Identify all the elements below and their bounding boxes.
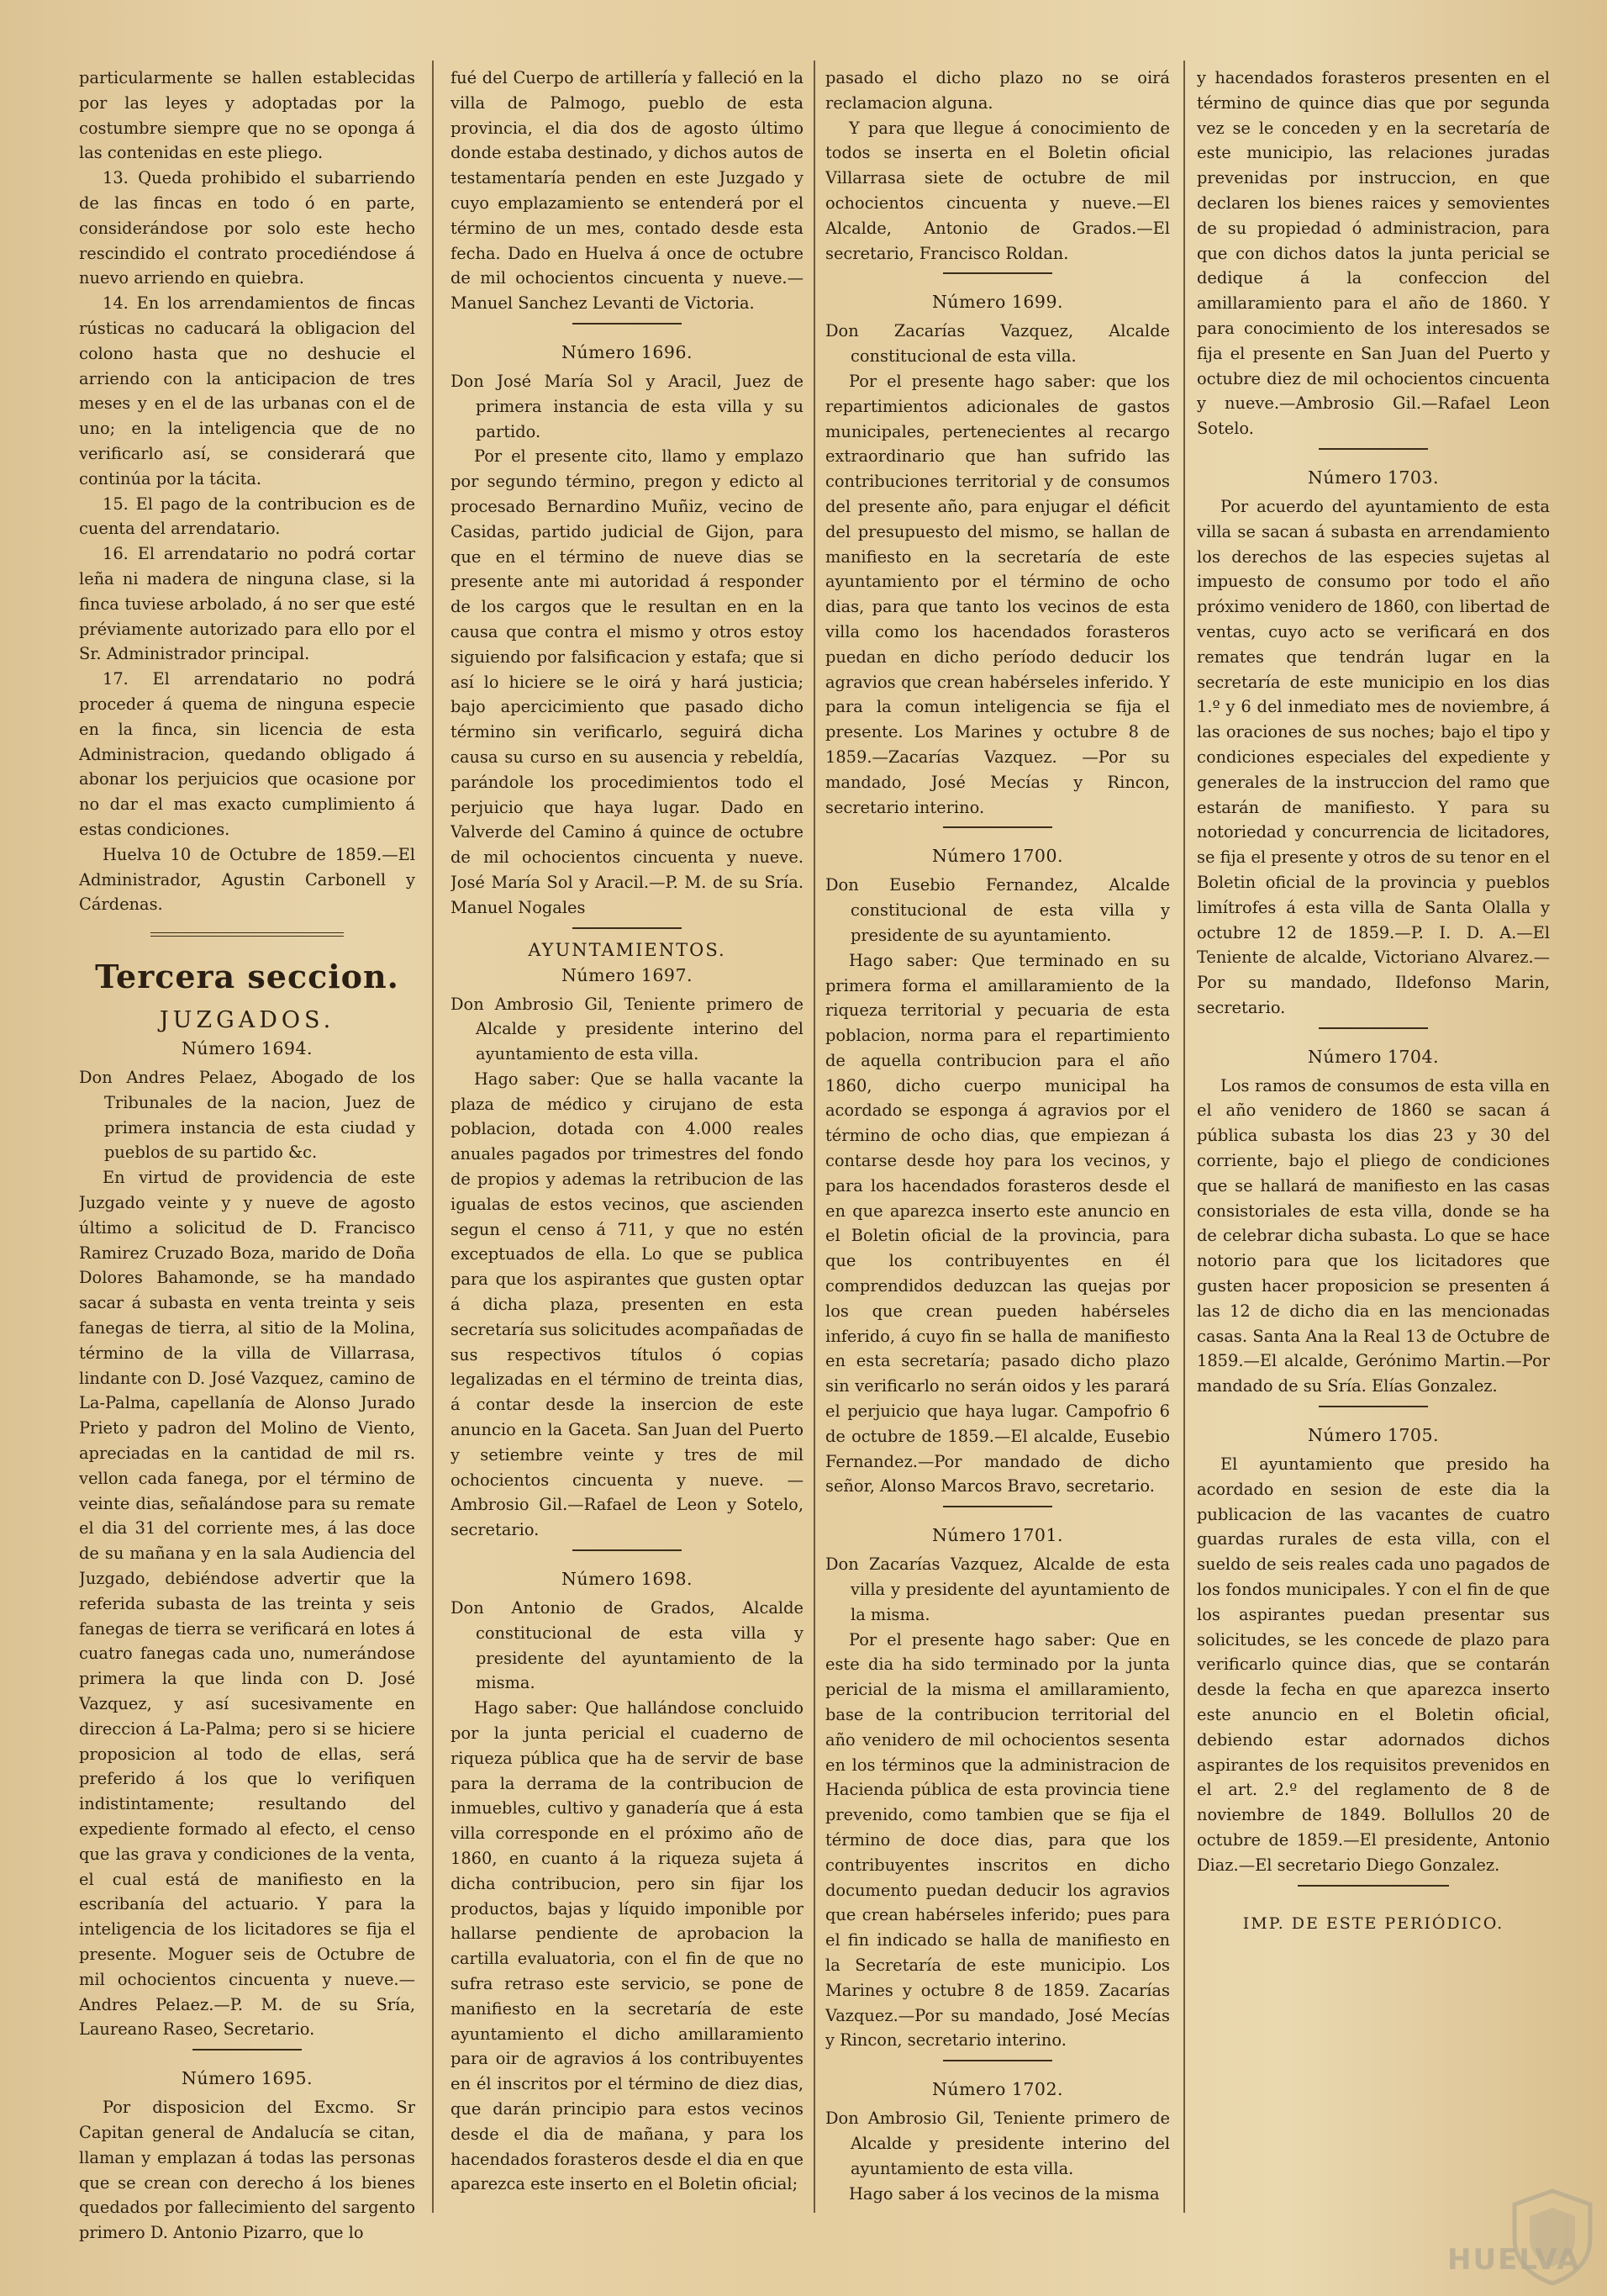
paragraph: Hago saber: Que terminado en su primera forma el amillaramiento de la riqueza territorial y pecuaria de esta poblacion, norma para el repartimiento de aquella contribucion para el año 1860, dicho cuerpo municipal ha acordado se esponga á agravios por el término de ocho dias, que empiezan á contarse desde hoy para los vecinos, y para los hacendados forasteros desde el en que aparezca inserto este anuncio en el Boletin oficial de la provincia, para que los contribuyentes en él comprendidos deduzcan las quejas por los que crean pueden habérseles inferido, á cuyo fin se halla de manifiesto en esta secretaría; pasado dicho plazo sin verificarlo no serán oidos y les parará el perjuicio que haya lugar. Campofrio 6 de octubre de 1859.—El alcalde, Eusebio Fernandez.—Por mandado de dicho señor, Alonso Marcos Bravo, secretario. [825,950,1170,1496]
paragraph: Hago saber: Que se halla vacante la plaza de médico y cirujano de esta poblacion, dotada con 4.000 reales anuales pagados por trimestres del fondo de propios y ademas la retribucion de las igualas de estos vecinos, que ascienden segun el censo á 711, y que no estén exceptuados de ella. Lo que se publica para que los aspirantes que gusten optar á dicha plaza, presenten en esta secretaría sus solicitudes acompañadas de sus respectivos títulos ó copias legalizadas en el término de treinta dias, á contar desde la insercion de este anuncio en la Gaceta. San Juan del Puerto y setiembre veinte y tres de mil ochocientos cincuenta y nueve. —Ambrosio Gil.—Rafael de Leon y Sotelo, secretario. [450,1069,804,1540]
paragraph: particularmente se hallen establecidas por las leyes y adoptadas por la costumbre siempre que no se oponga á las contenidas en este pliego. [79,68,415,163]
notice-heading: Don Andres Pelaez, Abogado de los Tribunales de la nacion, Juez de primera instancia de esta ciudad y pueblos de su partido &c. [79,1068,415,1163]
notice-divider [1298,1885,1449,1887]
paragraph: Por el presente hago saber: que los repartimientos adicionales de gastos municipales, pertenecientes al recargo extraordinario que han sufrido las contribuciones territorial y de consumos del presente año, para enjugar el déficit del presupuesto del mismo, se hallan de manifiesto en la secretaría de este ayuntamiento por el término de ocho dias, para que tanto los vecinos de esta villa como los hacendados forasteros puedan en dicho período deducir los agravios que crean habérseles inferido. Y para la comun inteligencia se fija el presente. Los Marines y octubre 8 de 1859.—Zacarías Vazquez. —Por su mandado, José Mecías y Rincon, secretario interino. [825,371,1170,817]
notice-divider [572,323,682,325]
paragraph: 16. El arrendatario no podrá cortar leña ni madera de ninguna clase, si la finca tuviese arbolado, á no ser que esté préviamente autorizado para ello por el Sr. Administrador principal. [79,544,415,664]
notice-heading: Don Antonio de Grados, Alcalde constitucional de esta villa y presidente del ayuntamiento de la misma. [450,1598,804,1693]
paragraph: 17. El arrendatario no podrá proceder á quema de ninguna especie en la finca, sin licencia de esta Administracion, quedando obligado á abonar los perjuicios que ocasione por no dar el mas exacto cumplimiento á estas condiciones. [79,669,415,839]
section-divider [150,932,344,937]
notice-number: Número 1696. [561,341,693,362]
subsection-heading: AYUNTAMIENTOS. [528,939,726,960]
notice-heading: Don Zacarías Vazquez, Alcalde de esta villa y presidente del ayuntamiento de la misma. [825,1554,1170,1624]
notice-divider [943,272,1052,274]
column-rule [814,61,815,2213]
paragraph: Los ramos de consumos de esta villa en el año venidero de 1860 se sacan á pública subasta los dias 23 y 30 del corriente, bajo el pliego de condiciones que se hallará de manifiesto en las casas consistoriales de esta villa, donde se ha de celebrar dicha subasta. Lo que se hace notorio para que los licitadores que gusten hacer proposicion se presenten á las 12 de dicho dia en las mencionadas casas. Santa Ana la Real 13 de Octubre de 1859.—El alcalde, Gerónimo Martin.—Por mandado de su Sría. Elías Gonzalez. [1197,1075,1550,1396]
notice-number: Número 1695. [181,2068,313,2089]
column-2 [450,66,804,2285]
notice-number: Número 1704. [1307,1046,1440,1067]
notice-number: Número 1700. [931,846,1064,867]
notice-number: Número 1694. [181,1038,313,1059]
paragraph: Hago saber á los vecinos de la misma [849,2183,1160,2204]
notice-divider [943,826,1052,828]
column-1 [79,66,415,2285]
paragraph: pasado el dicho plazo no se oirá reclamacion alguna. [825,68,1170,113]
subsection-heading: JUZGADOS. [159,1007,335,1034]
paragraph: 14. En los arrendamientos de fincas rústicas no caducará la obligacion del colono hasta que no deshucie el arriendo con la anticipacion de tres meses y en el de las urbanas con el de uno; en la inteligencia que de no verificarlo así, se considerará que continúa por la tácita. [79,293,415,488]
notice-number: Número 1698. [561,1569,693,1590]
notice-heading: Don Zacarías Vazquez, Alcalde constitucional de esta villa. [825,321,1170,367]
notice-divider [943,1506,1052,1507]
notice-number: Número 1703. [1307,467,1440,488]
notice-number: Número 1702. [931,2079,1064,2100]
section-heading: Tercera seccion. [95,958,399,996]
notice-divider [572,1549,682,1551]
notice-divider [572,927,682,929]
notice-number: Número 1701. [931,1525,1064,1546]
paragraph: En virtud de providencia de este Juzgado veinte y y nueve de agosto último a solicitud de D. Francisco Ramirez Cruzado Boza, marido de Doña Dolores Bahamonde, se ha mandado sacar á subasta en venta treinta y seis fanegas de tierra, al sitio de la Molina, término de la villa de Villarrasa, lindante con D. José Vazquez, camino de La-Palma, capellanía de Alonso Jurado Prieto y padron del Molino de Viento, apreciadas en la cantidad de mil rs. vellon cada fanega, por el término de veinte dias, señalándose para su remate el dia 31 del corriente mes, á las doce de su mañana y en la sala Audiencia del Juzgado, debiéndose advertir que la referida subasta de las treinta y seis fanegas de tierra se verificará en lotes á cuatro fanegas cada uno, numerándose primera la que linda con D. José Vazquez, y así sucesivamente en direccion á La-Palma; pero si se hiciere proposicion al todo de ellas, será preferido á los que lo verifiquen indistintamente; resultando del expediente formado al efecto, el censo que las grava y condiciones de la venta, el cual está de manifiesto en la escribanía del actuario. Y para la inteligencia de los licitadores se fija el presente. Moguer seis de Octubre de mil ochocientos cincuenta y nueve.—Andres Pelaez.—P. M. de su Sría, Laureano Raseo, Secretario. [79,1168,415,2040]
paragraph: Por acuerdo del ayuntamiento de esta villa se sacan á subasta en arrendamiento los derechos de las especies sujetas al impuesto de consumo por todo el año próximo venidero de 1860, con libertad de ventas, cuyo acto se verificará en dos remates que tendrán lugar en la secretaría de este municipio en los dias 1.º y 6 del inmediato mes de noviembre, á las oraciones de sus noches; bajo el tipo y condiciones especiales del expediente y generales de la instruccion del ramo que estarán de manifiesto. Y para su notoriedad y concurrencia de licitadores, se fija el presente y otros de su tenor en el Boletin oficial de la provincia y pueblos limítrofes á esta villa de Santa Olalla y octubre 12 de 1859.—P. I. D. A.—El Teniente de alcalde, Victoriano Alvarez.—Por su mandado, Ildefonso Marin, secretario. [1197,496,1550,1017]
notice-heading: Don Eusebio Fernandez, Alcalde constitucional de esta villa y presidente de su ayuntamiento. [825,875,1170,945]
notice-number: Número 1697. [561,964,693,985]
notice-divider [943,2060,1052,2061]
notice-heading: Don José María Sol y Aracil, Juez de primera instancia de esta villa y su partido. [450,371,804,441]
column-3 [825,66,1170,2285]
notice-heading: Don Ambrosio Gil, Teniente primero de Alcalde y presidente interino del ayuntamiento de esta villa. [450,994,804,1064]
signature-line: Huelva 10 de Octubre de 1859.—El Administrador, Agustin Carbonell y Cárdenas. [79,844,415,915]
paragraph: fué del Cuerpo de artillería y falleció en la villa de Palmogo, pueblo de esta provincia, el dia dos de agosto último donde estaba destinado, y dichos autos de testamentaría penden en este Juzgado y cuyo emplazamiento se entenderá por el término de un mes, contado desde esta fecha. Dado en Huelva á once de octubre de mil ochocientos cincuenta y nueve.—Manuel Sanchez Levanti de Victoria. [450,68,804,314]
notice-divider [1319,1406,1428,1407]
printer-imprint: IMP. DE ESTE PERIÓDICO. [1242,1913,1504,1933]
notice-divider [1319,448,1428,450]
column-4 [1197,66,1550,2285]
paragraph: Por el presente cito, llamo y emplazo por segundo término, pregon y edicto al procesado Bernardino Muñiz, vecino de Casidas, partido judicial de Gijon, para que en el término de nueve dias se presente ante mi autoridad á responder de los cargos que le resultan en en la causa que contra el mismo y otros estoy siguiendo por falsificacion y estafa; que si así lo hiciere se le oirá y hará justicia; bajo apercicimiento que pasado dicho término sin verificarlo, seguirá dicha causa su curso en su ausencia y rebeldía, parándole los procedimientos todo el perjuicio que haya lugar. Dado en Valverde del Camino á quince de octubre de mil ochocientos cincuenta y nueve. José María Sol y Aracil.—P. M. de su Sría. Manuel Nogales [450,446,804,917]
archive-watermark: HUELVA [1447,2243,1581,2277]
column-rule [1183,61,1185,2213]
paragraph: Hago saber: Que hallándose concluido por la junta pericial el cuaderno de riqueza pública que ha de servir de base para la derrama de la contribucion de inmuebles, cultivo y ganadería que á esta villa corresponde en el próximo año de 1860, en cuanto á la riqueza sujeta á dicha contribucion, pero sin fijar los productos, bajas y líquido imponible por hallarse pendiente de aprobacion la cartilla evaluatoria, con el fin de que no sufra retraso este servicio, se pone de manifiesto en la secretaría de este ayuntamiento el dicho amillaramiento para oir de agravios á los contribuyentes en él inscritos por el término de diez dias, que darán principio para estos vecinos desde el dia de mañana, y para los hacendados forasteros desde el dia en que aparezca este inserto en el Boletin oficial; [450,1698,804,2194]
notice-number: Número 1699. [931,292,1064,313]
paragraph: 15. El pago de la contribucion es de cuenta del arrendatario. [79,494,415,539]
paragraph: Por el presente hago saber: Que en este dia ha sido terminado por la junta pericial de la misma el amillaramiento, base de la contribucion territorial del año venidero de mil ochocientos sesenta en los términos que la administracion de Hacienda pública de esta provincia tiene prevenido, como tambien que se fija el término de doce dias, para que los contribuyentes inscritos en dicho documento puedan deducir los agravios que crean habérseles inferido; pues para el fin indicado se halla de manifiesto en la Secretaría de este municipio. Los Marines y octubre 8 de 1859. Zacarías Vazquez.—Por su mandado, José Mecías y Rincon, secretario interino. [825,1629,1170,2051]
notice-number: Número 1705. [1307,1425,1440,1446]
paragraph: 13. Queda prohibido el subarriendo de las fincas en todo ó en parte, considerándose por solo este hecho rescindido el contrato procediéndose á nuevo arriendo en quiebra. [79,168,415,288]
column-rule [432,61,434,2213]
paragraph: y hacendados forasteros presenten en el término de quince dias que por segunda vez se le conceden y en la secretaría de este municipio, las relaciones juradas prevenidas por instruccion, en que declaren los bienes raices y semovientes de su propiedad ó administracion, para que con dichos datos la junta pericial se dedique á la confeccion del amillaramiento para el año de 1860. Y para conocimiento de los interesados se fija el presente en San Juan del Puerto y octubre diez de mil ochocientos cincuenta y nueve.—Ambrosio Gil.—Rafael Leon Sotelo. [1197,68,1550,439]
notice-divider [192,2049,302,2051]
notice-heading: Don Ambrosio Gil, Teniente primero de Alcalde y presidente interino del ayuntamiento de esta villa. [825,2109,1170,2178]
paragraph: El ayuntamiento que presido ha acordado en sesion de este dia la publicacion de las vacantes de cuatro guardas rurales de esta villa, con el sueldo de seis reales cada uno pagados de los fondos municipales. Y con el fin de que los aspirantes puedan presentar sus solicitudes, se les concede de plazo para verificarlo quince dias, que se contarán desde la fecha en que aparezca inserto este anuncio en el Boletin oficial, debiendo estar adornados dichos aspirantes de los requisitos prevenidos en el art. 2.º del reglamento de 8 de noviembre de 1849. Bollullos 20 de octubre de 1859.—El presidente, Antonio Diaz.—El secretario Diego Gonzalez. [1197,1454,1550,1875]
paragraph: Por disposicion del Excmo. Sr Capitan general de Andalucía se citan, llaman y emplazan á todas las personas que se crean con derecho á los bienes quedados por fallecimiento del sargento primero D. Antonio Pizarro, que lo [79,2098,415,2243]
notice-divider [1319,1027,1428,1029]
paragraph: Y para que llegue á conocimiento de todos se inserta en el Boletin oficial Villarrasa siete de octubre de mil ochocientos cincuenta y nueve.—El Alcalde, Antonio de Grados.—El secretario, Francisco Roldan. [825,118,1170,263]
